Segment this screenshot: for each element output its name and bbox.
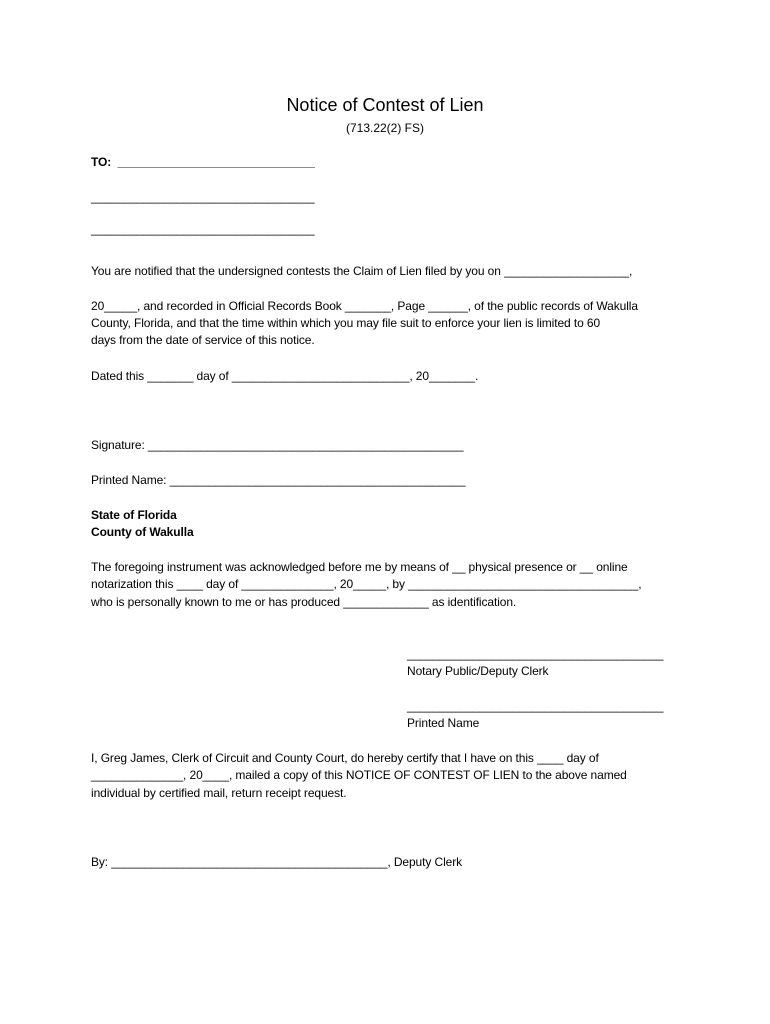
acknowledgment-line-1: The foregoing instrument was acknowledged before me by means of __ physical presence or __ online	[91, 560, 628, 574]
deputy-clerk-by-line: By: __________________________________________, Deputy Clerk	[91, 855, 462, 869]
county-label: County of Wakulla	[91, 525, 194, 539]
notice-paragraph-line-2: 20_____, and recorded in Official Records Book _______, Page ______, of the public records of Wakulla	[91, 299, 638, 313]
certification-line-1: I, Greg James, Clerk of Circuit and County Court, do hereby certify that I have on this ____ day of	[91, 751, 599, 765]
acknowledgment-line-3: who is personally known to me or has produced _____________ as identification.	[91, 595, 517, 609]
state-label: State of Florida	[91, 508, 177, 522]
notary-label: Notary Public/Deputy Clerk	[407, 664, 549, 678]
notice-paragraph-line-4: days from the date of service of this notice.	[91, 333, 315, 347]
notary-signature-line: _______________________________________	[407, 647, 664, 661]
address-line-2: __________________________________	[91, 222, 315, 236]
dated-line: Dated this _______ day of ___________________________, 20_______.	[91, 369, 479, 383]
document-title: Notice of Contest of Lien	[286, 95, 484, 115]
printed-name-line: Printed Name: _____________________________________________	[91, 473, 466, 487]
certification-line-3: individual by certified mail, return receipt request.	[91, 786, 347, 800]
printed-name-signature-line: _______________________________________	[407, 699, 664, 713]
statute-reference: (713.22(2) FS)	[345, 121, 425, 135]
acknowledgment-line-2: notarization this ____ day of ______________, 20_____, by ___________________________________,	[91, 577, 642, 591]
address-line-1: __________________________________	[91, 190, 315, 204]
to-field-line: TO: ______________________________	[91, 155, 315, 169]
notice-paragraph-line-1: You are notified that the undersigned contests the Claim of Lien filed by you on ___________________,	[91, 264, 633, 278]
certification-line-2: ______________, 20____, mailed a copy of this NOTICE OF CONTEST OF LIEN to the above named	[91, 768, 627, 782]
notice-paragraph-line-3: County, Florida, and that the time within which you may file suit to enforce your lien is limited to 60	[91, 316, 601, 330]
printed-name-label: Printed Name	[407, 716, 480, 730]
signature-line: Signature: ________________________________________________	[91, 438, 464, 452]
